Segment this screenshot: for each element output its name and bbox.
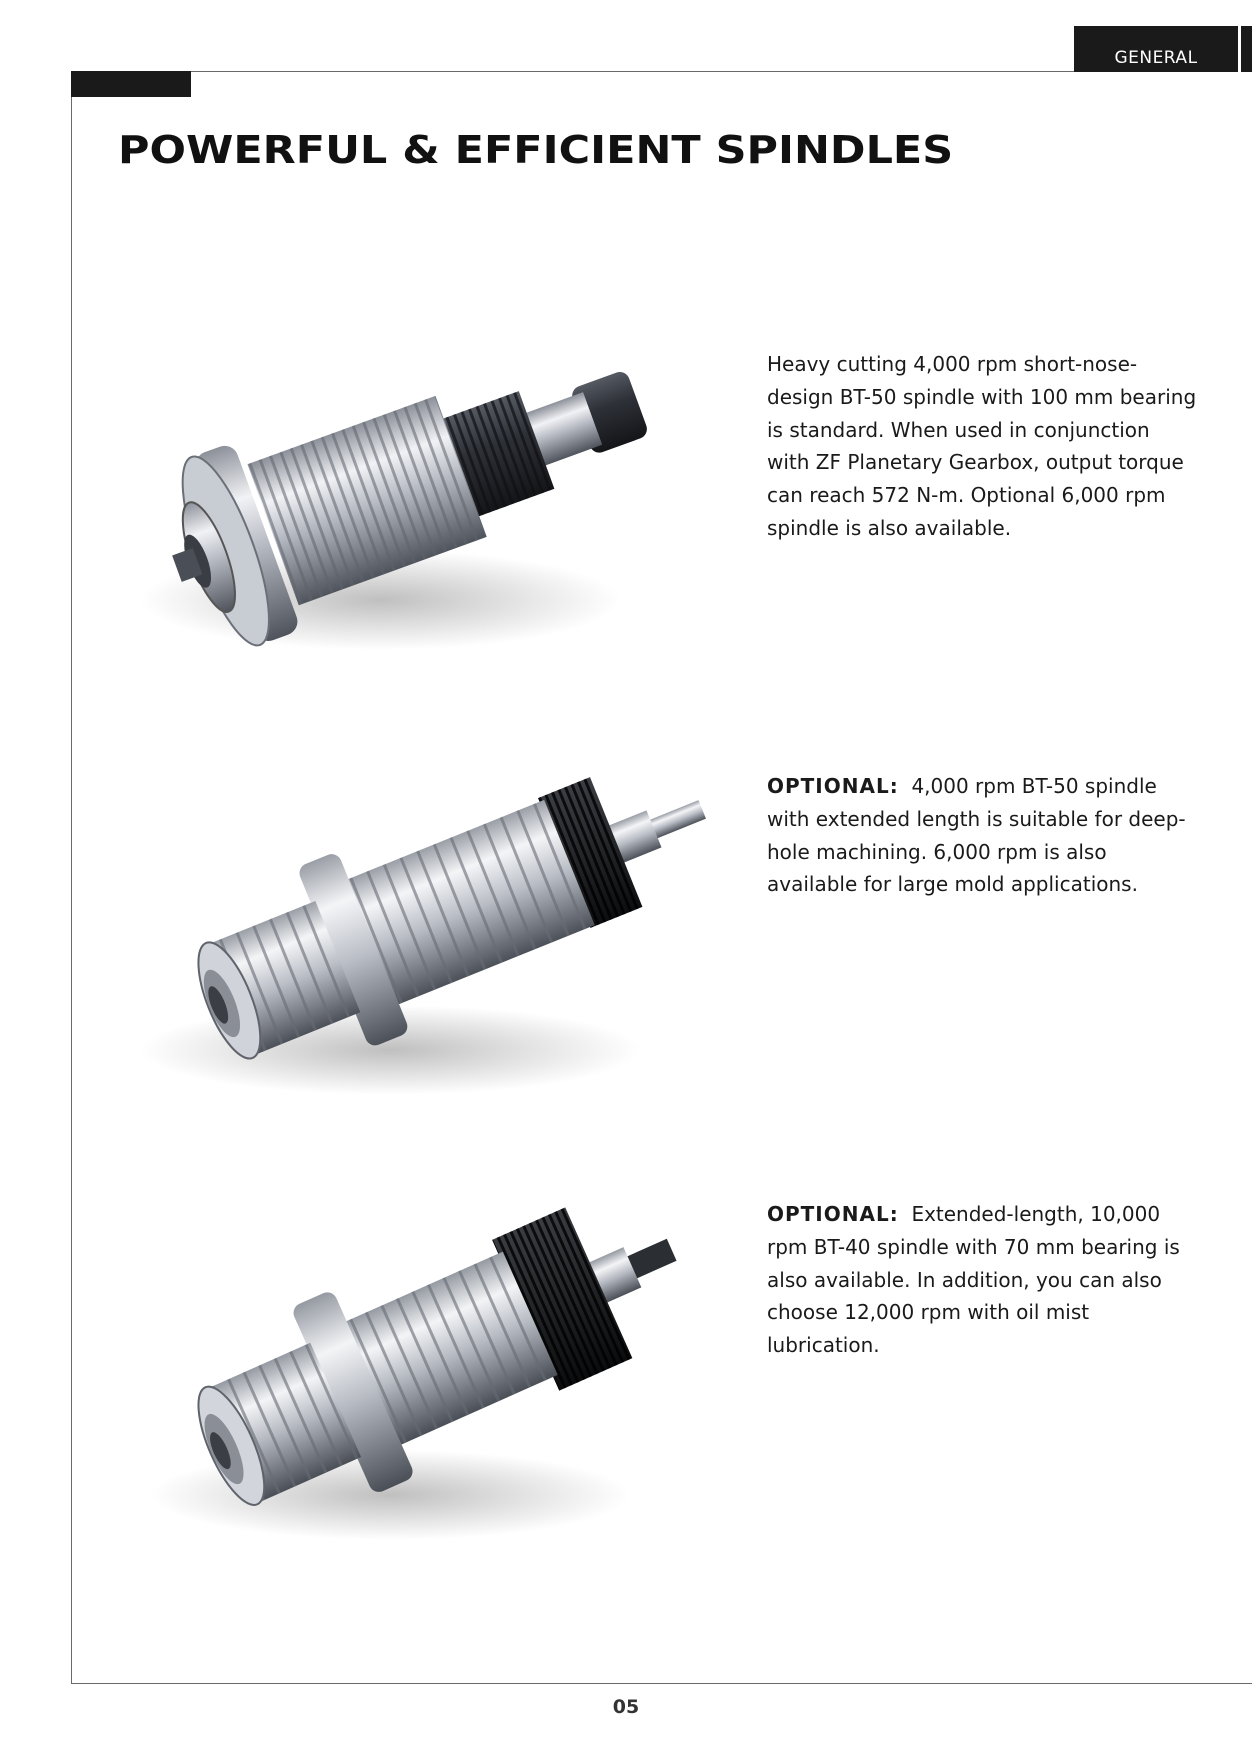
page-title: POWERFUL & EFFICIENT SPINDLES	[118, 128, 954, 172]
product-description-1	[767, 348, 1197, 545]
section-tab-general	[1074, 26, 1238, 72]
product-description-text: Extended-length, 10,000 rpm BT-40 spindle with 70 mm bearing is also available. In addition, you can also choose 12,000 rpm with oil mist lubrication.	[767, 1202, 1180, 1358]
page-number: 05	[612, 1696, 640, 1718]
optional-label: OPTIONAL:	[767, 774, 899, 798]
spindle-bt40-extended-image	[110, 1195, 710, 1555]
optional-label: OPTIONAL:	[767, 1202, 899, 1226]
product-description-3	[767, 1198, 1197, 1362]
section-tab-label: GENERAL	[1114, 48, 1198, 68]
corner-accent-bar	[71, 71, 191, 97]
section-tab-edge-gap	[1238, 26, 1241, 72]
page-frame-left-rule	[71, 71, 72, 1684]
spindle-bt50-extended-image	[110, 760, 730, 1110]
product-description-text: Heavy cutting 4,000 rpm short-nose-design BT-50 spindle with 100 mm bearing is standard. When used in conjunction with ZF Planetary Gearbox, output torque can reach 572 N-m. Optional 6,000 rpm spindle is also available.	[767, 352, 1197, 540]
spindle-standard-image	[110, 330, 690, 680]
product-description-text: 4,000 rpm BT-50 spindle with extended length is suitable for deep-hole machining. 6,000 rpm is also available for large mold applications.	[767, 774, 1186, 897]
product-description-2	[767, 770, 1197, 901]
section-tab-edge	[1240, 26, 1252, 72]
page-frame-bottom-rule	[71, 1683, 1252, 1684]
